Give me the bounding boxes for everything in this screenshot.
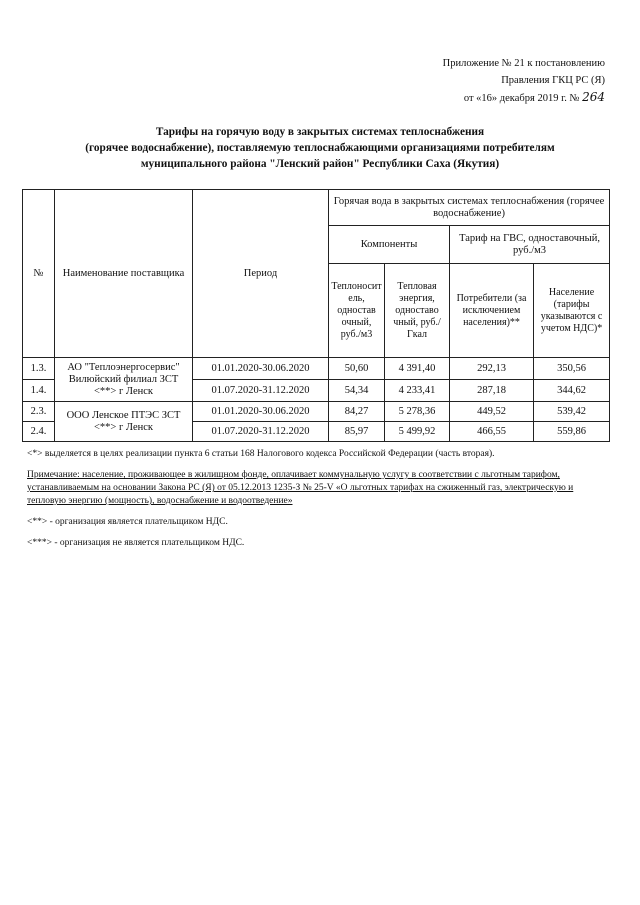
header-heat-energy: Тепловая энергия, одноставо чный, руб./Гкал [385,264,450,358]
header-heat-carrier: Теплоносит ель, одностав очный, руб./м3 [329,264,385,358]
row-population: 344,62 [534,380,610,402]
header-num: № [23,190,55,358]
row-heat-energy: 4 391,40 [385,358,450,380]
row-heat-energy: 5 499,92 [385,422,450,442]
row-heat-energy: 5 278,36 [385,402,450,422]
row-consumers: 449,52 [450,402,534,422]
table-row [23,402,610,422]
row-period: 01.07.2020-31.12.2020 [193,422,329,442]
row-consumers: 466,55 [450,422,534,442]
row-population: 350,56 [534,358,610,380]
row-population: 539,42 [534,402,610,422]
row-period: 01.01.2020-30.06.2020 [193,358,329,380]
appendix-date-number: от «16» декабря 2019 г. № [463,93,580,104]
appendix-line-3 [443,89,605,108]
appendix-line-2: Правления ГКЦ РС (Я) [501,74,605,86]
table-row [23,358,610,380]
supplier-name: ООО Ленское ПТЭС ЗСТ <**> г Ленск [55,402,193,442]
row-consumers: 292,13 [450,358,534,380]
row-num: 2.3. [23,402,55,422]
tariff-table [22,189,610,442]
footnote-population-note: Примечание: население, проживающее в жилищном фонде, оплачивает коммунальную услугу в соответствии с льготным тарифом, устанавливаемым на основании Закона РС (Я) от 05.12.2013 1235-З № 25-V «О льготных тарифах на сжиженный газ, электрическую и тепловую энергию (мощность), водоснабжение и водоотведение» [27,470,574,506]
footnote-not-vat-payer: <***> - организация не является плательщиком НДС. [27,538,245,548]
title-line-2: (горячее водоснабжение), поставляемую теплоснабжающими организациями потребителям [85,142,555,155]
footnote-vat-allocation: <*> выделяется в целях реализации пункта 6 статьи 168 Налогового кодекса Российской Федерации (часть вторая). [27,449,495,459]
document-title [30,124,610,173]
row-heat-carrier: 84,27 [329,402,385,422]
row-num: 1.4. [23,380,55,402]
row-population: 559,86 [534,422,610,442]
row-heat-carrier: 50,60 [329,358,385,380]
row-heat-carrier: 85,97 [329,422,385,442]
header-consumers: Потребители (за исключением населения)** [450,264,534,358]
row-consumers: 287,18 [450,380,534,402]
header-tariff: Тариф на ГВС, одноставочный, руб./м3 [450,226,610,264]
row-period: 01.01.2020-30.06.2020 [193,402,329,422]
appendix-line-1: Приложение № 21 к постановлению [442,58,605,69]
row-num: 1.3. [23,358,55,380]
footnotes [27,448,612,558]
header-supplier: Наименование поставщика [55,190,193,358]
appendix-header [443,56,605,108]
supplier-name: АО "Теплоэнергосервис" Вилюйский филиал ЗСТ <**> г Ленск [55,358,193,402]
row-period: 01.07.2020-31.12.2020 [193,380,329,402]
footnote-vat-payer: <**> - организация является плательщиком НДС. [27,517,228,527]
title-line-3: муниципального района "Ленский район" Республики Саха (Якутия) [140,158,500,171]
row-num: 2.4. [23,422,55,442]
header-components: Компоненты [329,226,450,264]
header-population: Население (тарифы указываются с учетом НДС)* [534,264,610,358]
handwritten-number: 264 [582,90,605,104]
title-line-1: Тарифы на горячую воду в закрытых системах теплоснабжения [155,126,485,138]
header-period: Период [193,190,329,358]
row-heat-energy: 4 233,41 [385,380,450,402]
row-heat-carrier: 54,34 [329,380,385,402]
header-hot-water-group: Горячая вода в закрытых системах теплоснабжения (горячее водоснабжение) [329,190,610,226]
